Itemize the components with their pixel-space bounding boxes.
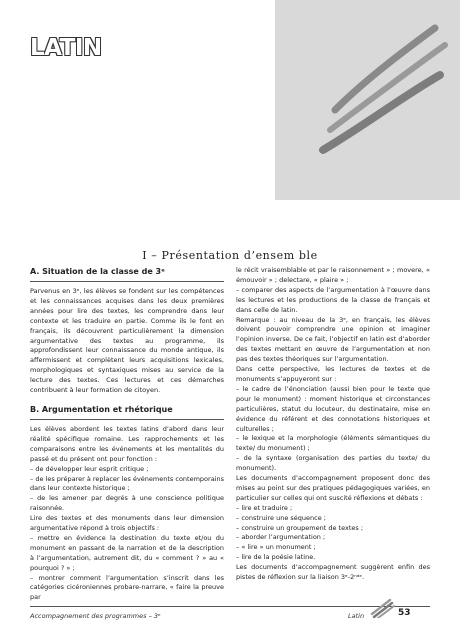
para-a: Parvenus en 3ᵉ, les élèves se fondent sur les compétences et les connaissances acquises dans les deux premières années pour lire des textes, les comprendre dans leur contexte et les traduire en partie. Comme ils le font en français, ils découvrent particulièrement la dimension argumentative des textes au programme, ils approfondissent leur connaissance du monde antique, ils affermissent et complètent leurs acquisitions lexicales, morphologiques et syntaxiques mises au service de la lecture des textes. Ces lectures et ces démarches contribuent à leur formation de citoyen. — [30, 287, 224, 395]
right-para-0: le récit vraisemblable et par le raisonnement » ; movere, « émouvoir » ; delectare, « plaire » ; — [236, 266, 430, 284]
right-para-11: – aborder l’argumentation ; — [236, 533, 326, 542]
para-b-0: Les élèves abordent les textes latins d’abord dans leur réalité spécifique romaine. Les rapprochements et les comparaisons entre les événements et les mentalités du passé et du présent ont pour fonction : — [30, 424, 224, 463]
right-para-14: Les documents d’accompagnement suggèrent enfin des pistes de réflexion sur la liaison 3ᵉ-2ⁿᵈᵉ. — [236, 563, 430, 582]
heading-a: A. Situation de la classe de 3ᵉ — [30, 267, 165, 276]
footer-subject: Latin — [348, 612, 365, 620]
heading-b-rule — [30, 419, 224, 420]
right-para-6: – de la syntaxe (organisation des parties du texte/ du monument). — [236, 454, 430, 473]
page-number: 53 — [398, 608, 411, 618]
right-para-2: Remarque : au niveau de la 3ᵉ, en français, les élèves doivent pouvoir comprendre une opinion et imaginer l’opinion inverse. De ce fait, l’objectif en latin est d’aborder des textes mettant en œuvre de l’argumentation et non pas des textes théoriques sur l’argumentation. — [236, 315, 430, 364]
para-b-6: – montrer comment l’argumentation s’inscrit dans les catégories cicéroniennes probare-narrare, « faire la preuve par — [30, 573, 224, 602]
footer-left: Accompagnement des programmes – 3ᵉ — [30, 612, 161, 620]
right-para-1: – comparer des aspects de l’argumentation à l’œuvre dans les lectures et les productions de la classe de français et dans celle de latin. — [236, 285, 430, 314]
page-title: LATIN — [30, 35, 102, 61]
right-para-13: – lire de la poésie latine. — [236, 553, 316, 562]
footer-stripes-icon — [370, 596, 396, 618]
right-para-3: Dans cette perspective, les lectures de textes et de monuments s’appuyeront sur : — [236, 365, 430, 383]
right-column — [236, 266, 430, 583]
section-title: I – Présentation d’ensem ble — [142, 249, 318, 262]
para-b-5: – mettre en évidence la destination du texte et/ou du monument en passant de la narration et de la description à l’argumentation, autrement dit, du « comment ? » au « pourquoi ? » ; — [30, 533, 224, 572]
right-para-7: Les documents d’accompagnement proposent donc des mises au point sur des pratiques pédagogiques variées, en particulier sur celles qui ont suscité réflexions et débats : — [236, 474, 430, 502]
brush-stroke-decoration — [275, 0, 460, 200]
right-para-5: – le lexique et la morphologie (éléments sémantiques du texte/ du monument) ; — [236, 434, 430, 453]
para-b-1: – de développer leur esprit critique ; — [30, 464, 149, 473]
para-b-2: – de les préparer à replacer les événements contemporains dans leur contexte historique ; — [30, 474, 224, 493]
para-b-4: Lire des textes et des monuments dans leur dimension argumentative répond à trois objectifs : — [30, 514, 224, 533]
para-b-3: – de les amener par degrés à une conscience politique raisonnée. — [30, 494, 224, 513]
right-para-8: – lire et traduire ; — [236, 503, 293, 512]
left-column — [30, 266, 224, 603]
right-para-9: – construire une séquence ; — [236, 513, 326, 522]
right-para-10: – construire un groupement de textes ; — [236, 523, 364, 532]
right-para-12: – « lire » un monument ; — [236, 543, 316, 552]
heading-a-rule — [30, 281, 224, 282]
heading-b: B. Argumentation et rhétorique — [30, 404, 173, 414]
right-para-4: – le cadre de l’énonciation (aussi bien pour le texte que pour le monument) : moment historique et circonstances particulières, statut du locuteur, du destinataire, mise en évidence du référent et des connotations historiques et culturelles ; — [236, 384, 430, 433]
